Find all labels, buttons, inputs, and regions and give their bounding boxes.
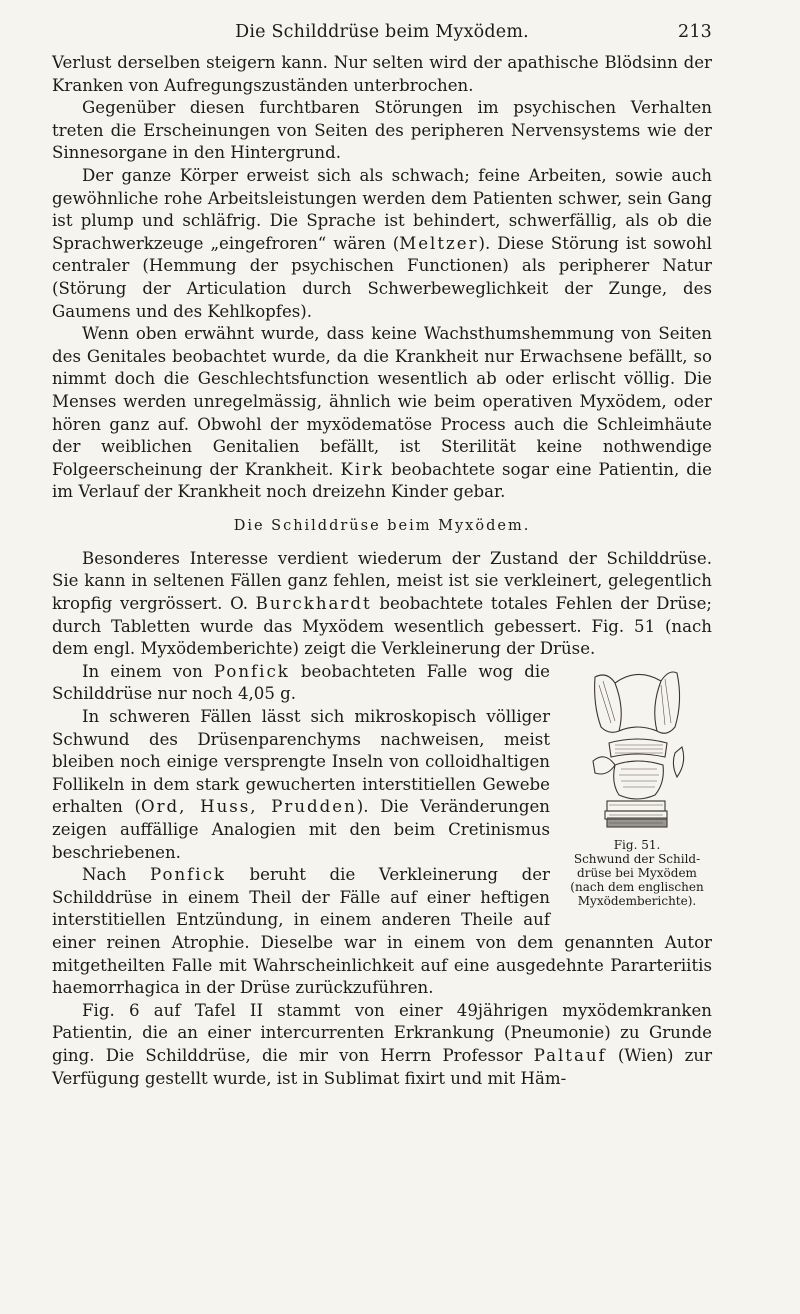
- thyroid-illustration: [585, 665, 690, 830]
- figure-51: [562, 665, 712, 908]
- section-heading: Die Schilddrüse beim Myxödem.: [233, 517, 531, 534]
- running-title: Die Schilddrüse beim Myxödem.: [235, 22, 529, 42]
- paragraph-1: Verlust derselben steigern kann. Nur selten wird der apathische Blödsinn der Kranken von Aufregungszuständen unterbrochen.: [52, 53, 712, 95]
- author-name: Paltauf: [533, 1045, 607, 1065]
- paragraph-9: Fig. 6 auf Tafel II stammt von einer 49jährigen myxödemkranken Patientin, die an einer intercurrenten Erkrankung (Pneumonie) zu Grunde ging. Die Schilddrüse, die mir von Herrn Professor Paltauf (Wien) zur Verfügung gestellt wurde, ist in Sublimat fixirt und mit Häm-: [52, 1000, 713, 1088]
- page-number: 213: [677, 22, 712, 42]
- figure-caption: Fig. 51. Schwund der Schild- drüse bei Myxödem (nach dem englischen Myxödemberichte).: [562, 838, 712, 908]
- author-name: Ponfick: [149, 865, 226, 885]
- running-header: [52, 22, 712, 52]
- paragraph-5: Besonderes Interesse verdient wiederum der Zustand der Schilddrüse. Sie kann in seltenen Fällen ganz fehlen, meist ist sie verkleinert, gelegentlich kropfig vergrössert. O. Burckhardt beobachtete totales Fehlen der Drüse; durch Tabletten wurde das Myxödem wesentlich gebessert. Fig. 51 (nach dem engl. Myxödemberichte) zeigt die Verkleinerung der Drüse.: [52, 548, 713, 659]
- paragraph-3: Der ganze Körper erweist sich als schwach; feine Arbeiten, sowie auch gewöhnliche rohe Arbeitsleistungen werden dem Patienten schwer, sein Gang ist plump und schläfrig. Die Sprache ist behindert, schwerfällig, als ob die Sprachwerkzeuge „eingefroren“ wären (Meltzer). Diese Störung ist sowohl centraler (Hemmung der psychischen Functionen) als peripherer Natur (Störung der Articulation durch Schwerbeweglichkeit der Zunge, des Gaumens und des Kehlkopfes).: [52, 165, 712, 321]
- author-name: Meltzer: [399, 233, 479, 253]
- paragraph-6: In einem von Ponfick beobachteten Falle wog die Schilddrüse nur noch 4,05 g.: [52, 661, 550, 704]
- author-name: Ponfick: [213, 661, 290, 681]
- author-names: Ord, Huss, Prudden: [140, 797, 357, 817]
- book-page: [52, 22, 712, 1090]
- figure-label: Fig. 51.: [613, 837, 661, 852]
- paragraph-7: In schweren Fällen lässt sich mikroskopisch völliger Schwund des Drüsenparenchyms nachweisen, meist bleiben noch einige versprengte Inseln von colloidhaltigen Follikeln in dem stark gewucherten interstitiellen Gewebe erhalten (Ord, Huss, Prudden). Die Veränderungen zeigen auffällige Analogien mit den beim Cretinismus beschriebenen.: [52, 707, 550, 862]
- paragraph-8: Nach Ponfick beruht die Verkleinerung der Schilddrüse in einem Theil der Fälle auf einer heftigen interstitiellen Entzündung, in einem anderen Theile auf einer reinen Atrophie. Dieselbe war in einem von dem genannten Autor mitgetheilten Falle mit Wahrscheinlichkeit auf eine ausgedehnte Pararteriitis haemorrhagica in der Drüse zurückzuführen.: [52, 865, 712, 998]
- paragraph-2: Gegenüber diesen furchtbaren Störungen im psychischen Verhalten treten die Erscheinungen von Seiten des peripheren Nervensystems wie der Sinnesorgane in den Hintergrund.: [52, 98, 712, 163]
- paragraph-4: Wenn oben erwähnt wurde, dass keine Wachsthumshemmung von Seiten des Genitales beobachtet wurde, da die Krankheit nur Erwachsene befällt, so nimmt doch die Geschlechtsfunction wesentlich ab oder erlischt völlig. Die Menses werden unregelmässig, ähnlich wie beim operativen Myxödem, oder hören ganz auf. Obwohl der myxödematöse Process auch die Schleimhäute der weiblichen Genitalien befällt, ist Sterilität keine nothwendige Folgeerscheinung der Krankheit. Kirk beobachtete sogar eine Patientin, die im Verlauf der Krankheit noch dreizehn Kinder gebar.: [52, 324, 712, 502]
- author-name: Kirk: [340, 459, 385, 479]
- author-name: Burckhardt: [255, 594, 372, 614]
